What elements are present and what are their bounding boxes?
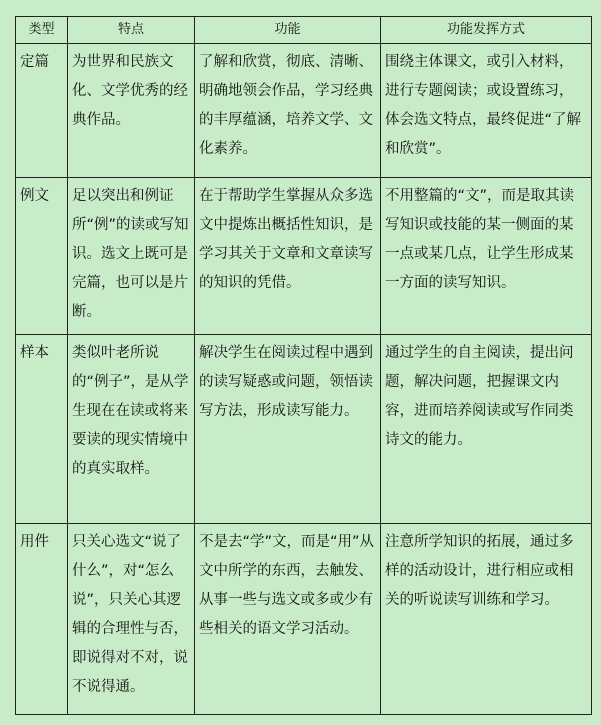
table-row	[16, 335, 592, 524]
type-cell: 样本	[16, 335, 68, 524]
header-type: 类型	[16, 17, 68, 44]
feature-cell: 类似叶老所说的“例子”，是从学生现在在读或将来要读的现实情境中的真实取样。	[68, 335, 195, 524]
function-cell: 在于帮助学生掌握从众多选文中提炼出概括性知识，是学习其关于文章和文章读写的知识的凭借。	[195, 178, 381, 335]
header-feature: 特点	[68, 17, 195, 44]
function-cell: 了解和欣赏，彻底、清晰、明确地领会作品，学习经典的丰厚蕴涵，培养文学、文化素养。	[195, 44, 381, 178]
table-row	[16, 524, 592, 715]
feature-cell: 只关心选文“说了什么”，对“怎么说”，只关心其逻辑的合理性与否，即说得对不对，说不说得通。	[68, 524, 195, 715]
method-cell: 注意所学知识的拓展，通过多样的活动设计，进行相应或相关的听说读写训练和学习。	[381, 524, 592, 715]
text-type-table	[15, 16, 592, 715]
header-function: 功能	[195, 17, 381, 44]
feature-cell: 为世界和民族文化、文学优秀的经典作品。	[68, 44, 195, 178]
table-row	[16, 178, 592, 335]
method-cell: 不用整篇的“文”，而是取其读写知识或技能的某一侧面的某一点或某几点，让学生形成某一方面的读写知识。	[381, 178, 592, 335]
function-cell: 不是去“学”文，而是“用”从文中所学的东西，去触发、从事一些与选文或多或少有些相关的语文学习活动。	[195, 524, 381, 715]
feature-cell: 足以突出和例证所“例”的读或写知识。选文上既可是完篇，也可以是片断。	[68, 178, 195, 335]
method-cell: 围绕主体课文，或引入材料，进行专题阅读；或设置练习，体会选文特点，最终促进“了解和欣赏”。	[381, 44, 592, 178]
function-cell: 解决学生在阅读过程中遇到的读写疑惑或问题，领悟读写方法，形成读写能力。	[195, 335, 381, 524]
header-method: 功能发挥方式	[381, 17, 592, 44]
table-row	[16, 44, 592, 178]
type-cell: 例文	[16, 178, 68, 335]
method-cell: 通过学生的自主阅读，提出问题，解决问题，把握课文内容，进而培养阅读或写作同类诗文的能力。	[381, 335, 592, 524]
type-cell: 用件	[16, 524, 68, 715]
type-cell: 定篇	[16, 44, 68, 178]
table-header-row	[16, 17, 592, 44]
